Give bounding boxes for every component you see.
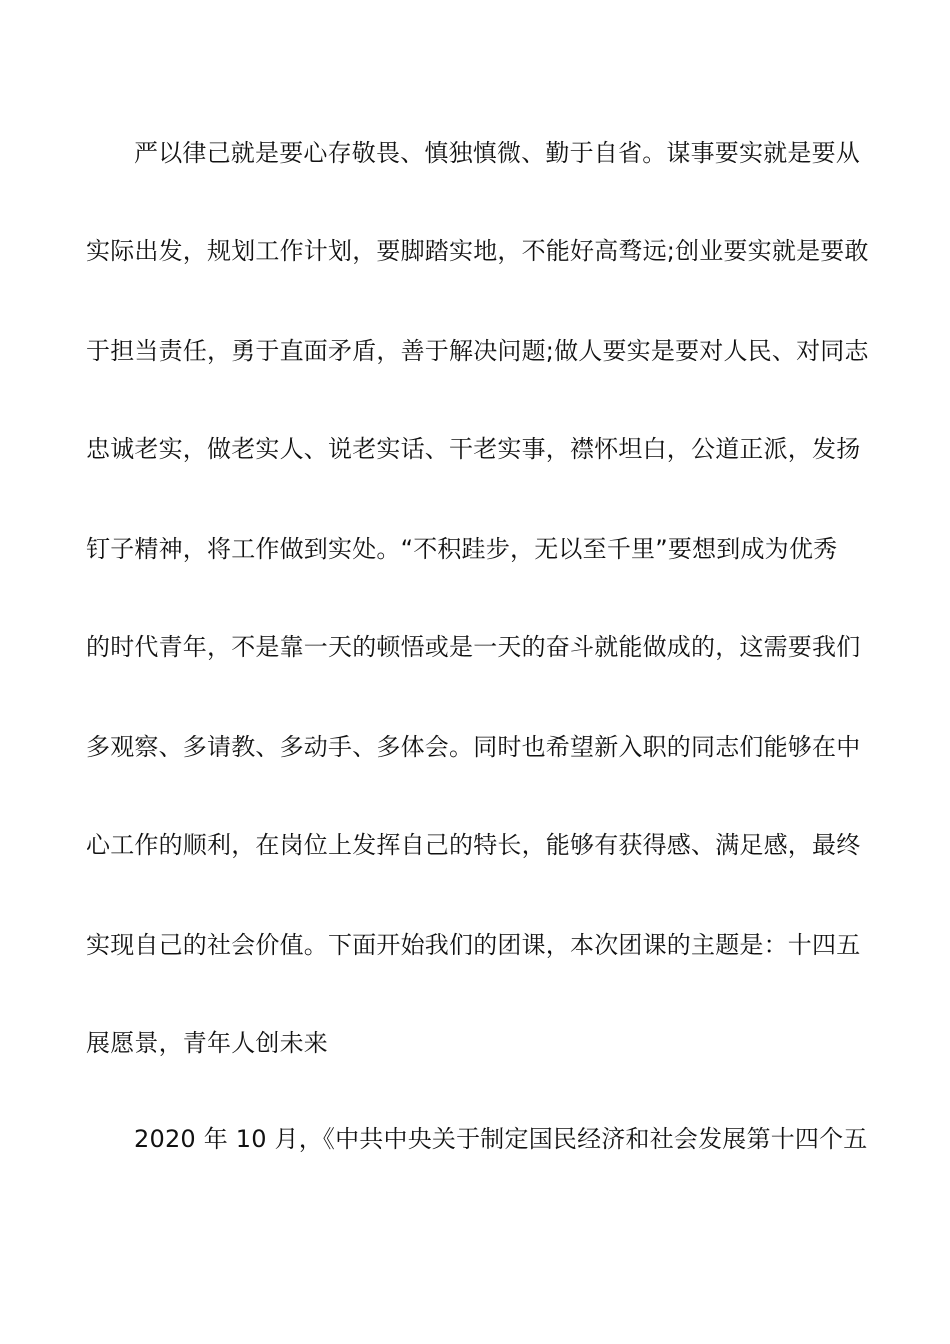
paragraph-1-line-7: 多观察、多请教、多动手、多体会。同时也希望新入职的同志们能够在中: [86, 733, 861, 761]
paragraph-1-line-6: 的时代青年，不是靠一天的顿悟或是一天的奋斗就能做成的，这需要我们: [86, 633, 861, 661]
paragraph-1-line-1: 严以律己就是要心存敬畏、慎独慎微、勤于自省。谋事要实就是要从: [134, 139, 860, 167]
paragraph-1-line-8: 心工作的顺利，在岗位上发挥自己的特长，能够有获得感、满足感，最终: [86, 831, 861, 859]
paragraph-1-line-4: 忠诚老实，做老实人、说老实话、干老实事，襟怀坦白，公道正派，发扬: [86, 435, 861, 463]
paragraph-1-line-10: 展愿景，青年人创未来: [86, 1029, 328, 1057]
paragraph-1-line-5: 钉子精神，将工作做到实处。“不积跬步，无以至千里”要想到成为优秀: [86, 535, 838, 563]
paragraph-1-line-9: 实现自己的社会价值。下面开始我们的团课，本次团课的主题是：十四五: [86, 931, 861, 959]
paragraph-1-line-2: 实际出发，规划工作计划，要脚踏实地，不能好高骛远;创业要实就是要敢: [86, 237, 869, 265]
paragraph-2-line-1: 2020 年 10 月，《中共中央关于制定国民经济和社会发展第十四个五: [134, 1125, 868, 1153]
paragraph-1-line-3: 于担当责任，勇于直面矛盾，善于解决问题;做人要实是要对人民、对同志: [86, 337, 869, 365]
